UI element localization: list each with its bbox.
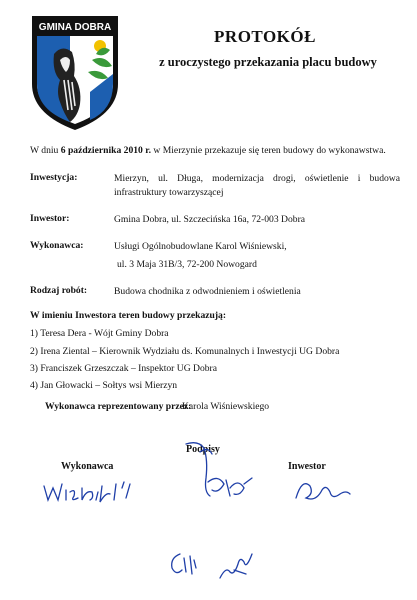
investment-label: Inwestycja: <box>30 172 78 183</box>
investment-value: Mierzyn, ul. Długa, modernizacja drogi, oświetlenie i budowa infrastruktury towarzyszącej <box>114 173 400 198</box>
contractor-name: Usługi Ogólnobudowlane Karol Wiśniewski, <box>114 241 287 252</box>
intro-before: W dniu <box>30 145 61 156</box>
gmina-dobra-crest <box>30 14 120 132</box>
representative-item: 1) Teresa Dera - Wójt Gminy Dobra <box>30 328 169 339</box>
contractor-rep-value: Karola Wiśniewskiego <box>182 401 270 412</box>
investor-label: Inwestor: <box>30 213 70 224</box>
intro-sentence <box>30 145 400 156</box>
signatures-heading: Podpisy <box>186 444 220 455</box>
intro-after: w Mierzynie przekazuje się teren budowy do wykonawstwa. <box>151 145 386 156</box>
representative-signature-1 <box>178 438 258 516</box>
coat-of-arms-icon <box>30 14 120 132</box>
investor-signature-label: Inwestor <box>288 461 326 472</box>
contractor-label: Wykonawca: <box>30 240 84 251</box>
contractor-address: ul. 3 Maja 31B/3, 72-200 Nowogard <box>117 259 257 270</box>
contractor-representative <box>45 401 270 412</box>
representatives-heading: W imieniu Inwestora teren budowy przekazują: <box>30 310 227 321</box>
document-title: PROTOKÓŁ <box>214 27 316 46</box>
representative-item: 3) Franciszek Grzeszczak – Inspektor UG Dobra <box>30 363 218 374</box>
representative-signature-2 <box>166 548 202 580</box>
document-subtitle: z uroczystego przekazania placu budowy <box>159 55 377 69</box>
investor-handwritten-signature <box>292 476 354 506</box>
contractor-handwritten-signature <box>40 478 135 506</box>
investor-value: Gmina Dobra, ul. Szczecińska 16a, 72-003 Dobra <box>114 214 306 225</box>
svg-text:GMINA DOBRA: GMINA DOBRA <box>38 22 112 33</box>
works-value: Budowa chodnika z odwodnieniem i oświetlenia <box>114 286 301 297</box>
works-label: Rodzaj robót: <box>30 285 88 296</box>
contractor-rep-label: Wykonawca reprezentowany przez: <box>45 401 192 412</box>
representative-item: 4) Jan Głowacki – Sołtys wsi Mierzyn <box>30 380 178 391</box>
contractor-signature-label: Wykonawca <box>61 461 114 472</box>
intro-date: 6 października 2010 r. <box>60 145 152 156</box>
representative-item: 2) Irena Ziental – Kierownik Wydziału ds. Komunalnych i Inwestycji UG Dobra <box>30 346 340 357</box>
representative-signature-3 <box>216 548 256 582</box>
